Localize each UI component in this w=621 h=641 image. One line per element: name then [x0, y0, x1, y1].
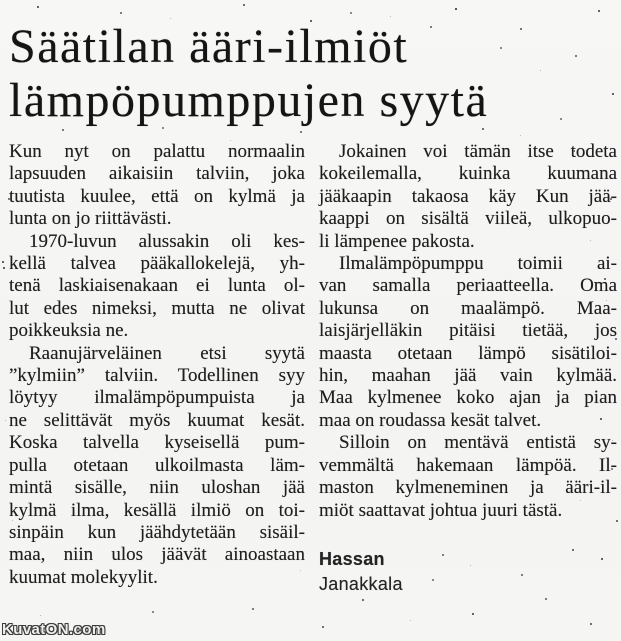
text-line: Koska talvella kyseisellä pum-: [9, 432, 305, 454]
text-line: lukunsa on maalämpö. Maa-: [319, 297, 617, 319]
paragraph: [9, 231, 305, 343]
text-line: Kun nyt on palattu normaalin: [9, 141, 305, 162]
text-line: kellä talvea pääkallokelejä, yh-: [9, 253, 305, 275]
article-body: [9, 141, 617, 596]
text-line: pulla otetaan ulkoilmasta läm-: [9, 454, 305, 476]
text-line: van samalla periaatteella. Oma: [319, 275, 617, 297]
text-line: li lämpenee pakosta.: [319, 230, 475, 252]
article-column-left: [9, 141, 305, 596]
text-line: kokeilemalla, kuinka kuumana: [319, 163, 617, 185]
text-line: maston kylmeneminen ja ääri-il-: [319, 477, 617, 499]
text-line: miöt saattavat johtua juuri tästä.: [319, 499, 563, 521]
text-line: poikkeuksia ne.: [9, 320, 129, 342]
text-line: hin, maahan jää vain kylmää.: [319, 365, 617, 387]
text-line: kylmä ilma, kesällä ilmiö on toi-: [9, 499, 305, 521]
article-column-right: [319, 141, 617, 596]
column-paragraphs: [319, 141, 617, 522]
headline-line-1: Säätilan ääri-ilmiöt: [9, 20, 409, 73]
kuvaton-watermark: KuvatON.com: [2, 621, 106, 638]
text-line: ne selittävät myös kuumat kesät.: [9, 409, 305, 431]
text-line: kuumat molekyylit.: [9, 566, 158, 588]
text-line: kaappi on sisältä viileä, ulkopuo-: [319, 208, 617, 230]
paragraph: [9, 343, 305, 589]
text-line: sinpäin kun jäähdytetään sisäil-: [9, 521, 305, 543]
text-line: Silloin on mentävä entistä sy-: [339, 432, 617, 454]
text-line: mintä sisälle, niin uloshan jää: [9, 477, 305, 499]
text-line: lunta on jo riittävästi.: [9, 208, 172, 230]
headline: [9, 20, 617, 128]
column-paragraphs: [9, 141, 305, 589]
paragraph: [9, 141, 305, 231]
paragraph: [319, 141, 617, 253]
text-line: Ilmalämpöpumppu toimii ai-: [339, 253, 617, 275]
text-line: ”kylmiin” talviin. Todellinen syy: [9, 365, 305, 387]
text-line: jääkaapin takaosa käy Kun jää-: [319, 185, 617, 207]
text-line: löytyy ilmalämpöpumpuista ja: [9, 387, 305, 409]
signature-name: Hassan: [319, 548, 385, 569]
paragraph: [319, 432, 617, 522]
signature-block: [319, 548, 617, 596]
paragraph: [319, 253, 617, 432]
text-line: Jokainen voi tämän itse todeta: [339, 141, 617, 162]
text-line: laisjärjelläkin pitäisi tietää, jos: [319, 320, 617, 342]
text-line: tuutista kuulee, että on kylmä ja: [9, 185, 305, 207]
text-line: Maa kylmenee koko ajan ja pian: [319, 387, 617, 409]
text-line: Raanujärveläinen etsi syytä: [29, 342, 305, 364]
text-line: maasta otetaan lämpö sisätiloi-: [319, 342, 617, 364]
text-line: 1970-luvun alussakin oli kes-: [29, 230, 305, 252]
text-line: tenä laskiaisenakaan ei lunta ol-: [9, 275, 305, 297]
headline-line-2: lämpöpumppujen syytä: [9, 74, 489, 127]
text-line: lapsuuden aikaisiin talviin, joka: [9, 163, 305, 185]
signature-location: Janakkala: [319, 574, 403, 595]
text-line: lut edes nimeksi, mutta ne olivat: [9, 297, 305, 319]
text-line: maa on roudassa kesät talvet.: [319, 409, 542, 431]
text-line: maa, niin ulos jäävät ainoastaan: [9, 544, 305, 566]
text-line: vemmältä hakemaan lämpöä. Il-: [319, 454, 617, 476]
